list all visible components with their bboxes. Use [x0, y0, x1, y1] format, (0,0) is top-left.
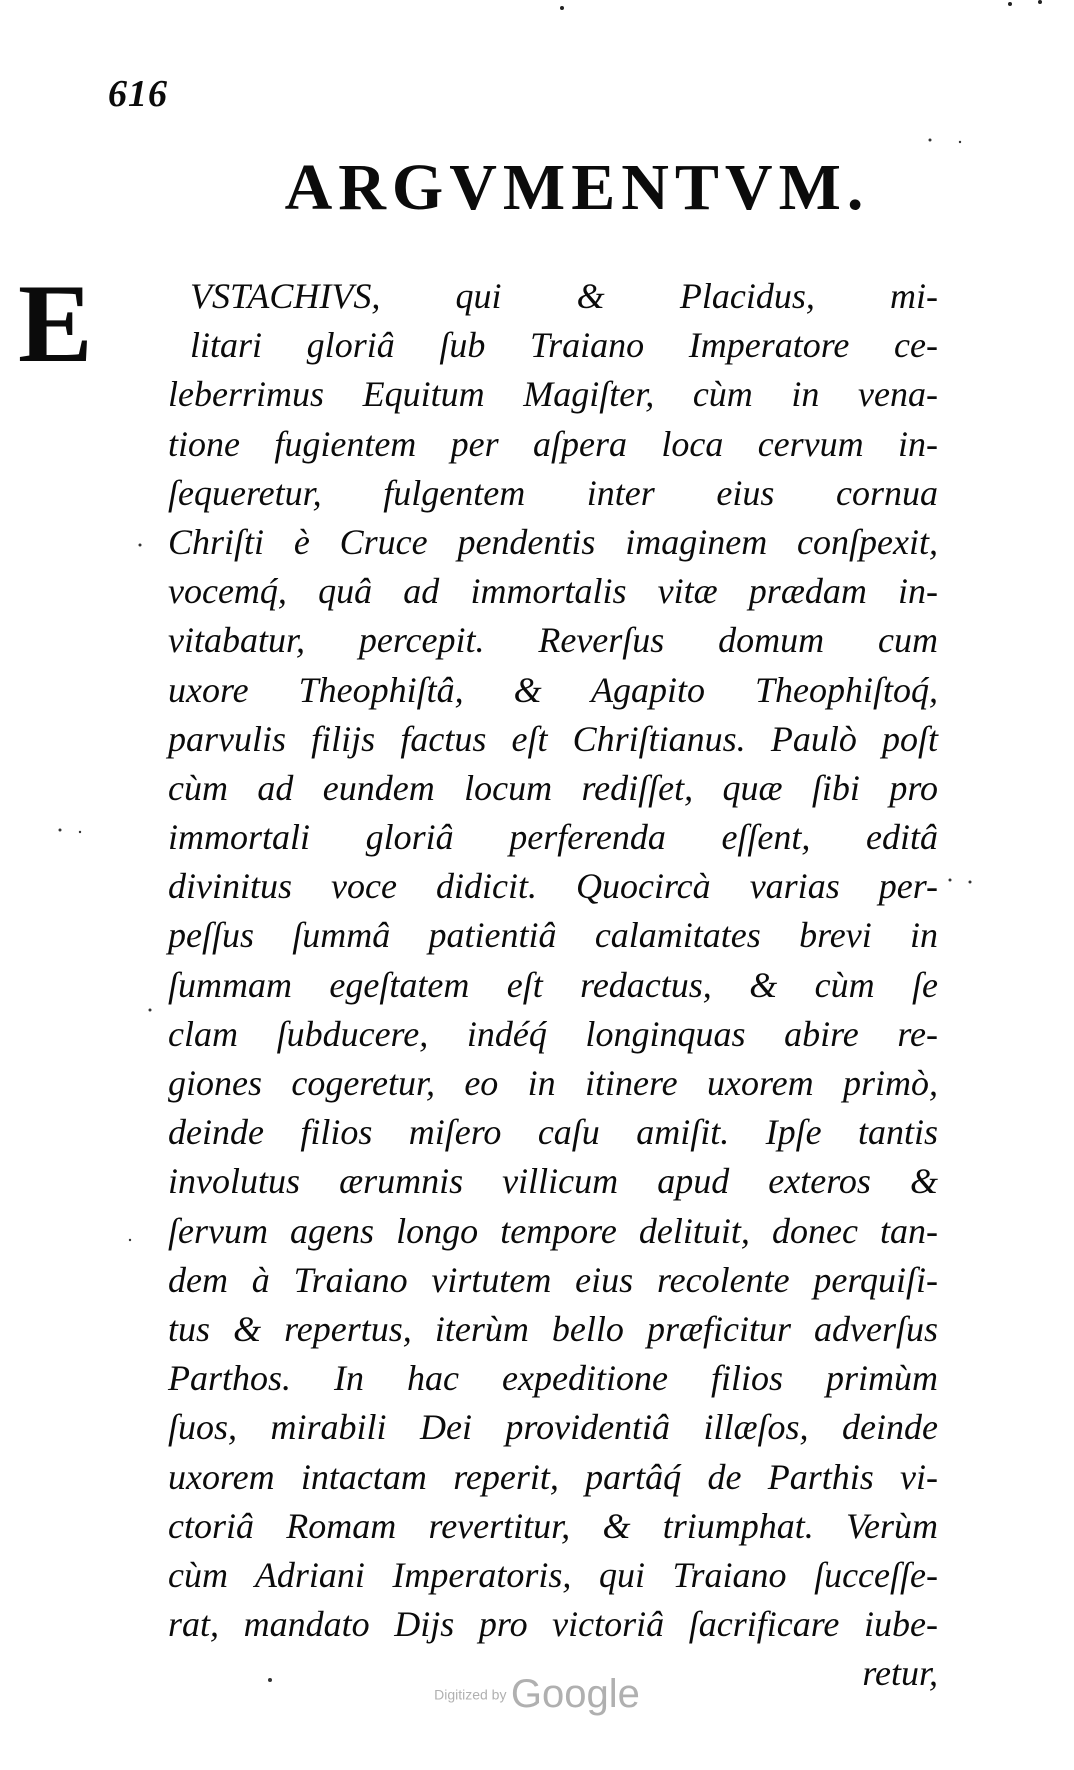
drop-cap-initial: E — [18, 262, 93, 386]
text-line: tione fugientem per aſpera loca cervum in- — [168, 423, 938, 464]
text-line: involutus ærumnis villicum apud exteros & — [168, 1161, 938, 1202]
watermark-prefix: Digitized by — [434, 1686, 507, 1703]
catchword: retur, — [862, 1653, 938, 1694]
text-line: vocemq́, quâ ad immortalis vitæ prædam in- — [168, 571, 938, 612]
text-line: vitabatur, percepit. Reverſus domum cum — [168, 620, 938, 661]
digitization-watermark — [0, 1672, 1074, 1717]
text-line: parvulis filijs factus eſt Chriſtianus. Paulò poſt — [168, 718, 938, 759]
body-text — [168, 272, 938, 1698]
text-line: VSTACHIVS, qui & Placidus, mi- — [190, 276, 938, 316]
text-line: clam ſubducere, indéq́ longinquas abire re- — [168, 1013, 938, 1054]
text-line: ſervum agens longo tempore delituit, donec tan- — [168, 1210, 938, 1251]
text-line: ctoriâ Romam revertitur, & triumphat. Verùm — [168, 1505, 938, 1546]
text-line: Parthos. In hac expeditione filios primùm — [168, 1358, 938, 1399]
text-line: leberrimus Equitum Magiſter, cùm in vena- — [168, 374, 938, 415]
text-line: tus & repertus, iterùm bello præficitur adverſus — [168, 1308, 938, 1349]
text-line: uxorem intactam reperit, partâq́ de Parthis vi- — [168, 1456, 938, 1497]
text-line: immortali gloriâ perferenda eſſent, editâ — [168, 817, 938, 858]
watermark-brand: Google — [510, 1672, 640, 1716]
chapter-heading: ARGVMENTVM. — [284, 151, 870, 224]
text-line: Chriſti è Cruce pendentis imaginem conſpexit, — [168, 521, 938, 562]
text-line: cùm ad eundem locum rediſſet, quæ ſibi pro — [168, 767, 938, 808]
text-line: giones cogeretur, eo in itinere uxorem primò, — [168, 1063, 938, 1103]
text-line: uxore Theophiſtâ, & Agapito Theophiſtoq́, — [168, 669, 938, 710]
text-line: litari gloriâ ſub Traiano Imperatore ce- — [190, 325, 938, 366]
text-line: divinitus voce didicit. Quocircà varias per- — [168, 866, 938, 907]
text-line: peſſus ſummâ patientiâ calamitates brevi in — [168, 915, 938, 956]
text-line: deinde filios miſero caſu amiſit. Ipſe tantis — [168, 1112, 938, 1153]
text-line: dem à Traiano virtutem eius recolente perquiſi- — [168, 1259, 938, 1300]
text-line: ſequeretur, fulgentem inter eius cornua — [168, 472, 938, 513]
page-number: 616 — [108, 73, 168, 115]
text-line: ſummam egeſtatem eſt redactus, & cùm ſe — [168, 964, 938, 1005]
text-line: ſuos, mirabili Dei providentiâ illæſos, deinde — [168, 1407, 938, 1448]
text-line: cùm Adriani Imperatoris, qui Traiano ſucceſſe- — [168, 1554, 938, 1595]
text-line: rat, mandato Dijs pro victoriâ ſacrificare iube- — [168, 1604, 938, 1645]
